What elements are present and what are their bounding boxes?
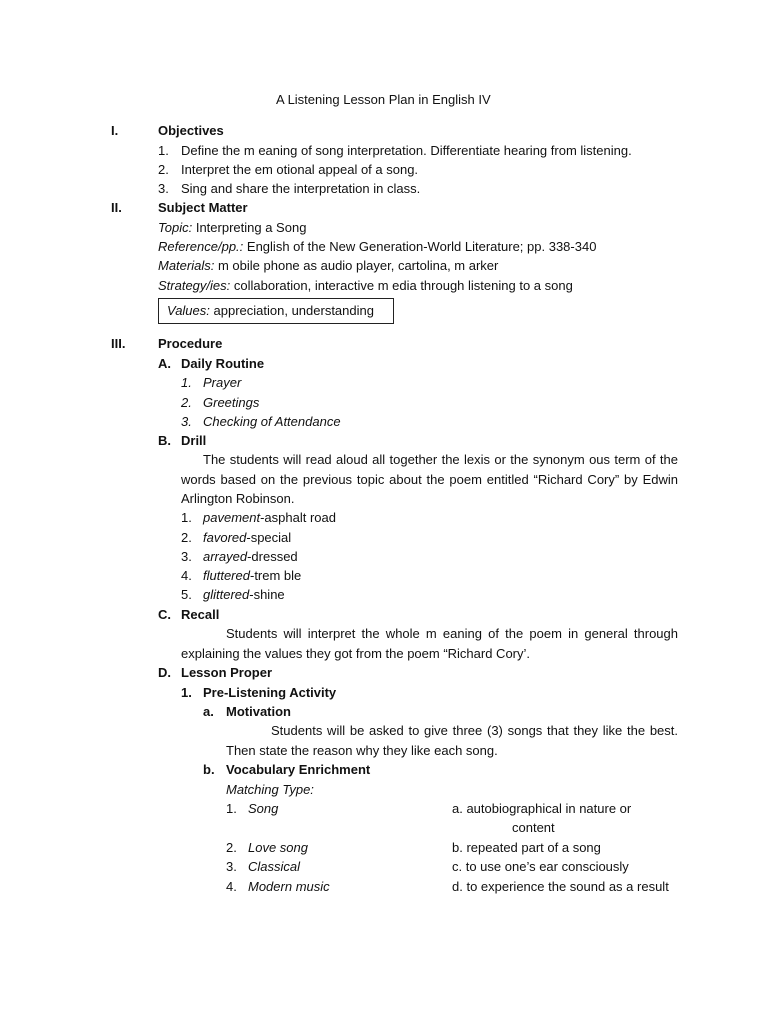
section-numeral: II. <box>111 200 122 215</box>
activity-letter: a. <box>203 704 214 719</box>
topic-label: Topic: <box>158 220 193 235</box>
reference-label: Reference/pp.: <box>158 239 244 254</box>
strategy-label: Strategy/ies: <box>158 278 231 293</box>
matching-type-label: Matching Type: <box>226 782 314 797</box>
drill-word: arrayed <box>203 549 248 564</box>
drill-meaning: -special <box>246 530 292 545</box>
matching-term: Classical <box>248 859 301 874</box>
matching-definition: a. autobiographical in nature or <box>452 801 632 816</box>
subsection-heading-lesson-proper: Lesson Proper <box>181 665 273 680</box>
drill-word: glittered <box>203 587 250 602</box>
materials-label: Materials: <box>158 258 215 273</box>
matching-definition-continued: content <box>512 820 555 835</box>
values-value: appreciation, understanding <box>213 303 374 318</box>
list-number: 1. <box>181 510 192 525</box>
drill-item <box>203 585 285 604</box>
drill-meaning: -dressed <box>247 549 298 564</box>
subsection-heading-recall: Recall <box>181 607 220 622</box>
reference-line <box>158 237 596 256</box>
list-number: 3. <box>181 549 192 564</box>
list-number: 4. <box>226 879 237 894</box>
drill-item <box>203 547 298 566</box>
section-heading-procedure: Procedure <box>158 336 223 351</box>
drill-meaning: -shine <box>249 587 285 602</box>
drill-word: pavement <box>203 510 261 525</box>
strategy-value: collaboration, interactive m edia through listening to a song <box>233 278 573 293</box>
matching-definition: d. to experience the sound as a result <box>452 879 669 894</box>
section-numeral: I. <box>111 123 119 138</box>
activity-heading-vocabulary: Vocabulary Enrichment <box>226 762 371 777</box>
drill-meaning: -trem ble <box>249 568 302 583</box>
subsection-letter: B. <box>158 433 171 448</box>
values-label: Values: <box>167 303 210 318</box>
objective-item: Sing and share the interpretation in class. <box>181 181 421 196</box>
drill-word: favored <box>203 530 247 545</box>
matching-term: Song <box>248 801 279 816</box>
drill-item <box>203 508 336 527</box>
list-number: 3. <box>158 181 169 196</box>
motivation-paragraph: Students will be asked to give three (3) songs that they like the best. Then state the reason why they like each song. <box>226 723 678 758</box>
subsection-letter: A. <box>158 356 171 371</box>
matching-term: Modern music <box>248 879 330 894</box>
matching-definition: b. repeated part of a song <box>452 840 601 855</box>
list-number: 1. <box>158 143 169 158</box>
section-numeral: III. <box>111 336 126 351</box>
strategy-line <box>158 276 573 295</box>
page-title: A Listening Lesson Plan in English IV <box>276 92 491 107</box>
drill-word: fluttered <box>203 568 250 583</box>
topic-line <box>158 218 306 237</box>
list-number: 5. <box>181 587 192 602</box>
recall-paragraph: Students will interpret the whole m eaning of the poem in general through explaining the values they got from the poem “Richard Cory’. <box>181 626 678 661</box>
topic-value: Interpreting a Song <box>195 220 307 235</box>
matching-definition: c. to use one’s ear consciously <box>452 859 629 874</box>
section-heading-subject-matter: Subject Matter <box>158 200 248 215</box>
drill-item <box>203 566 301 585</box>
list-number: 1. <box>226 801 237 816</box>
list-number: 3. <box>226 859 237 874</box>
section-heading-objectives: Objectives <box>158 123 224 138</box>
routine-item: Greetings <box>203 395 260 410</box>
list-number: 2. <box>181 395 192 410</box>
list-number: 3. <box>181 414 192 429</box>
routine-item: Prayer <box>203 375 242 390</box>
list-number: 4. <box>181 568 192 583</box>
reference-value: English of the New Generation-World Literature; pp. 338-340 <box>246 239 597 254</box>
activity-letter: b. <box>203 762 215 777</box>
list-number: 2. <box>158 162 169 177</box>
drill-meaning: -asphalt road <box>260 510 336 525</box>
materials-value: m obile phone as audio player, cartolina, m arker <box>217 258 499 273</box>
list-number: 1. <box>181 375 192 390</box>
activity-heading-pre-listening: Pre-Listening Activity <box>203 685 337 700</box>
objective-item: Interpret the em otional appeal of a song. <box>181 162 419 177</box>
materials-line <box>158 256 498 275</box>
values-line <box>167 301 374 320</box>
drill-paragraph: The students will read aloud all together the lexis or the synonym ous term of the words based on the previous topic about the poem entitled “Richard Cory” by Edwin Arlington Robinson. <box>181 452 678 506</box>
subsection-letter: D. <box>158 665 171 680</box>
drill-item <box>203 528 291 547</box>
matching-term: Love song <box>248 840 308 855</box>
list-number: 1. <box>181 685 192 700</box>
subsection-letter: C. <box>158 607 171 622</box>
subsection-heading-daily-routine: Daily Routine <box>181 356 265 371</box>
routine-item: Checking of Attendance <box>203 414 341 429</box>
activity-heading-motivation: Motivation <box>226 704 291 719</box>
list-number: 2. <box>181 530 192 545</box>
objective-item: Define the m eaning of song interpretation. Differentiate hearing from listening. <box>181 143 632 158</box>
list-number: 2. <box>226 840 237 855</box>
subsection-heading-drill: Drill <box>181 433 207 448</box>
